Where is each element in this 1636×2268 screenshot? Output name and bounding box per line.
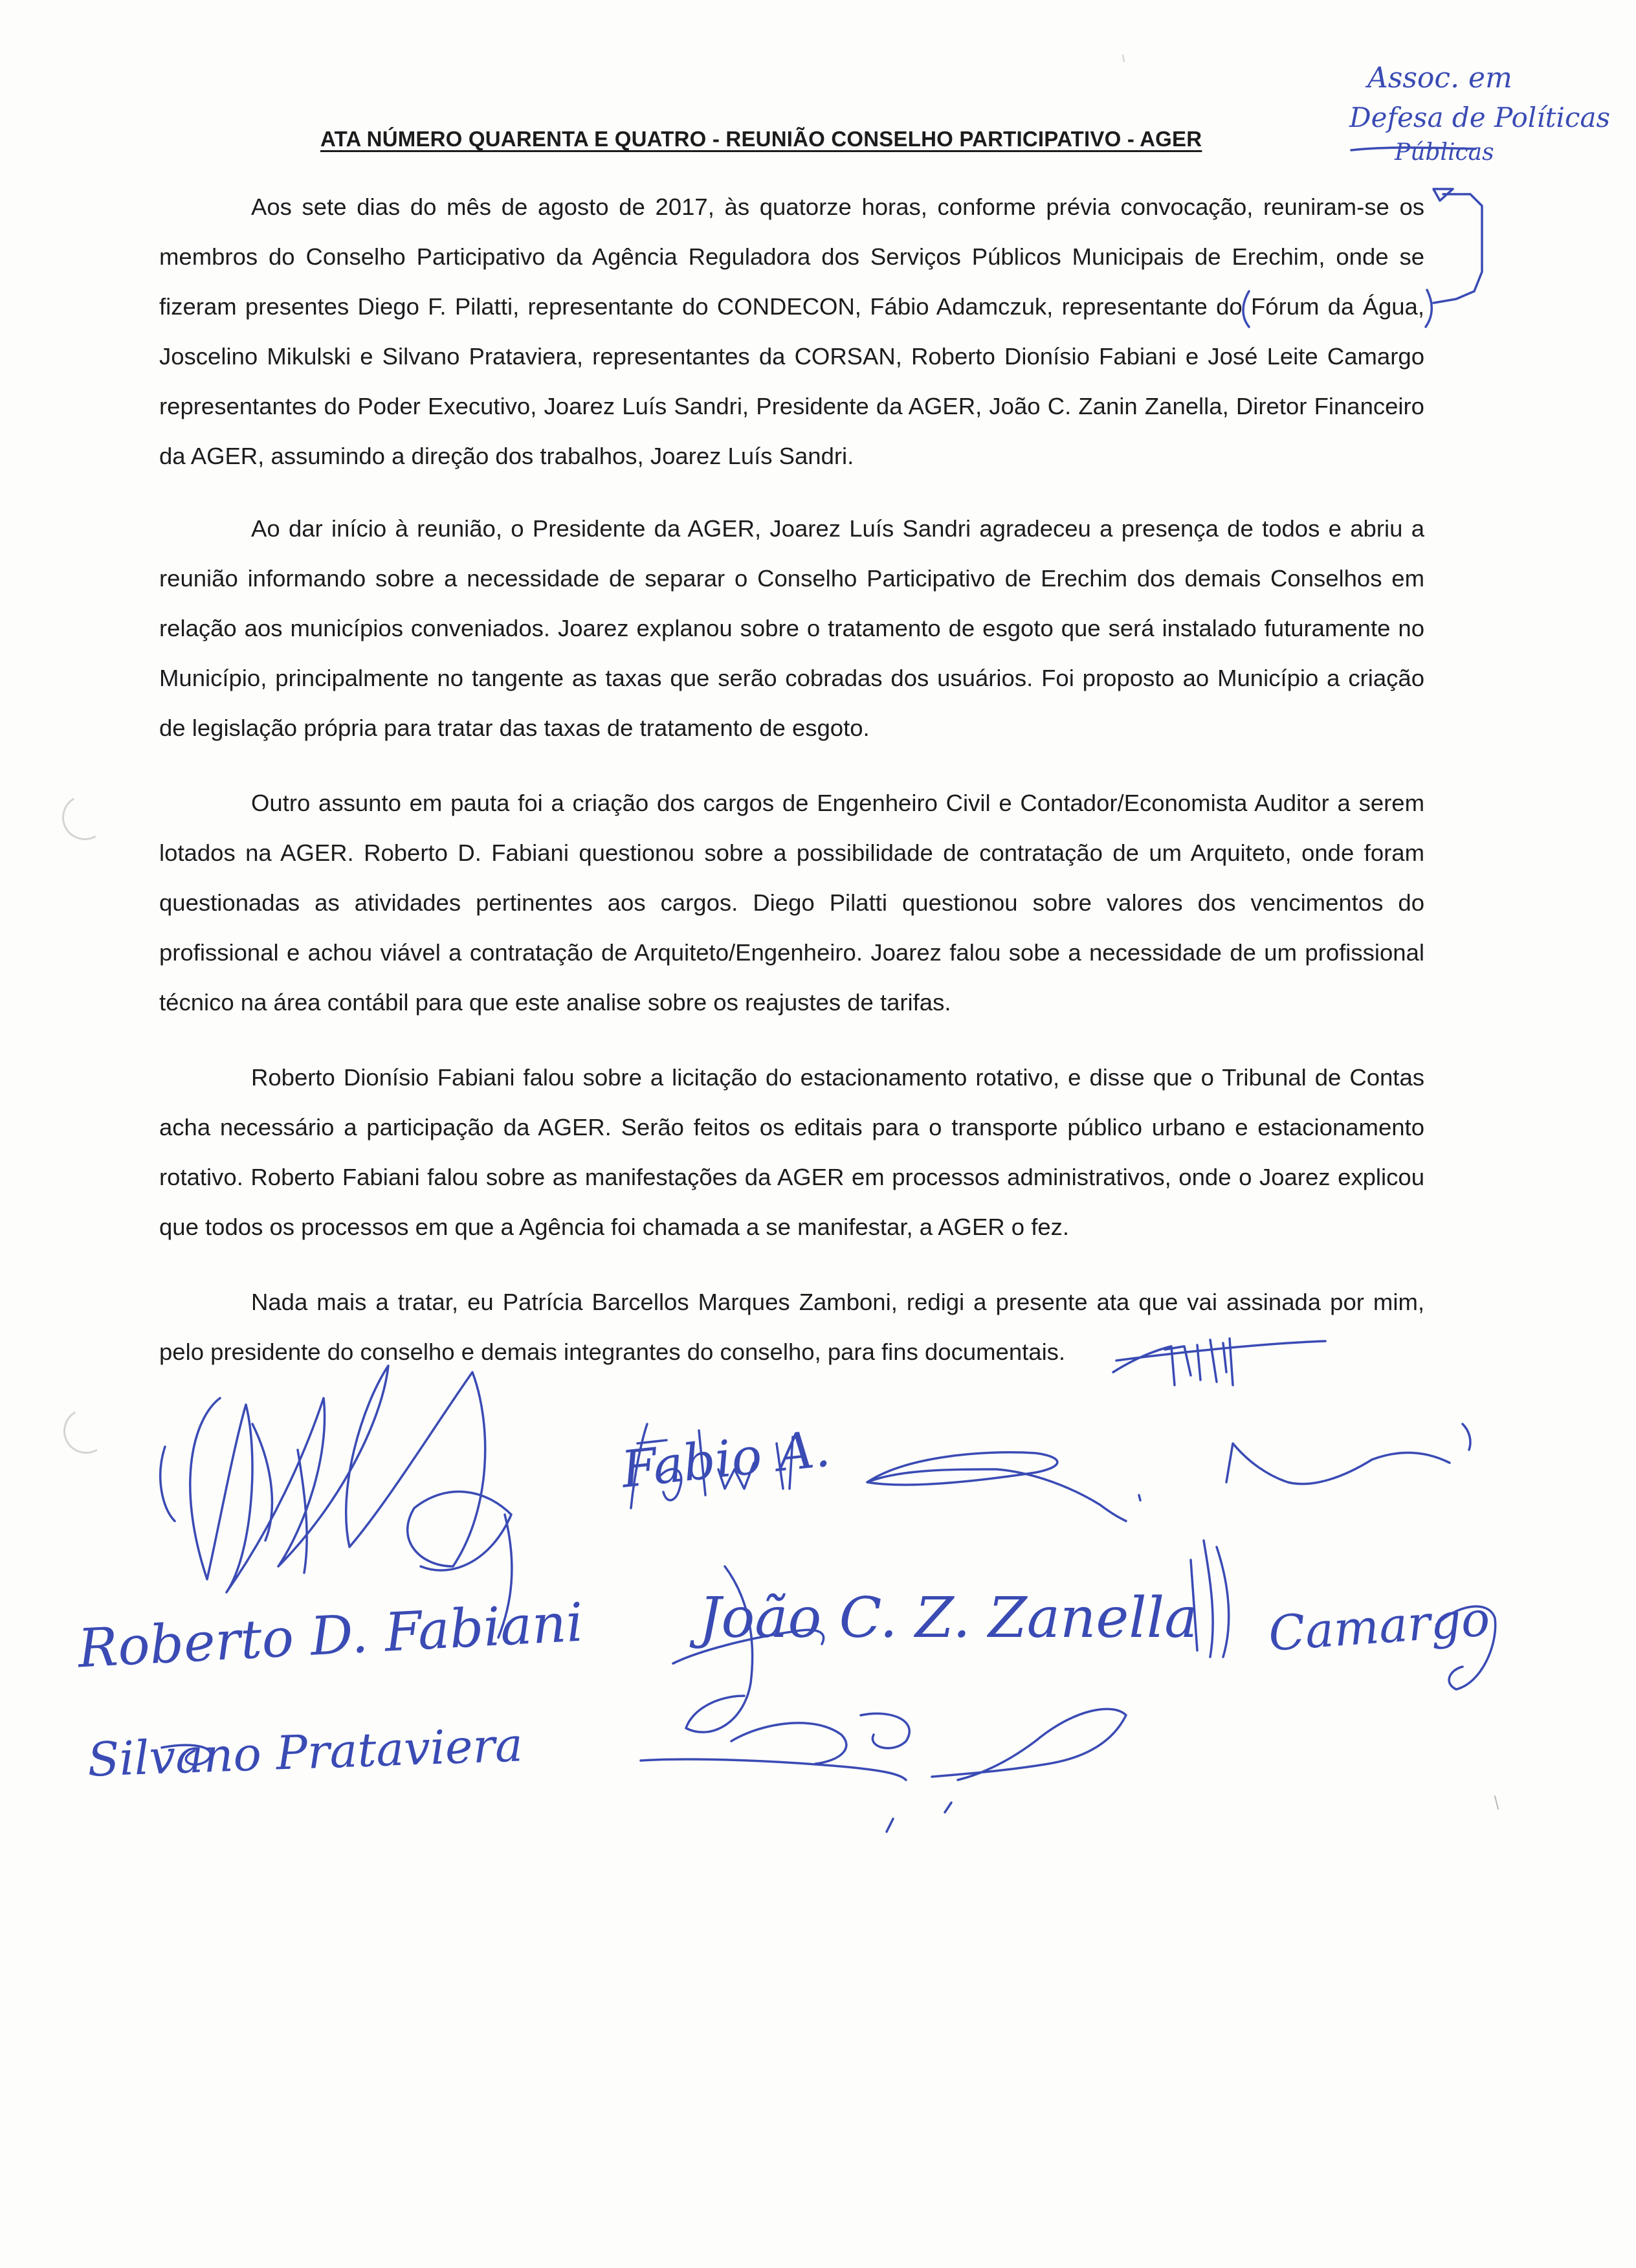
punch-hole-icon	[58, 1403, 114, 1459]
signature-silvano: Silvano Prataviera	[86, 1717, 524, 1787]
paragraph-parking: Roberto Dionísio Fabiani falou sobre a licitação do estacionamento rotativo, e disse que o Tribunal de Contas acha necessário a participação da AGER. Serão feitos os editais para o transporte público urbano e estacionamento rotativo. Roberto Fabiani falou sobre as manifestações da AGER em processos administrativos, onde o Joarez explicou que todos os processos em que a Agência foi chamada a se manifestar, a AGER o fez.	[159, 1064, 1424, 1240]
signature-camargo: Camargo	[1266, 1591, 1492, 1662]
signature-scribble-icon	[1226, 1424, 1470, 1484]
signature-scribble-icon	[1139, 1495, 1140, 1500]
paragraph-attendance: Aos sete dias do mês de agosto de 2017, às quatorze horas, conforme prévia convocação, reuniram-se os membros do Conselho Participativo da Agência Reguladora dos Serviços Públicos Municipais de Erechim, onde se fizeram presentes Diego F. Pilatti, representante do CONDECON, Fábio Adamczuk, representante do Fórum da Água, Joscelino Mikulski e Silvano Prataviera, representantes da CORSAN, Roberto Dionísio Fabiani e José Leite Camargo representantes do Poder Executivo, Joarez Luís Sandri, Presidente da AGER, João C. Zanin Zanella, Diretor Financeiro da AGER, assumindo a direção dos trabalhos, Joarez Luís Sandri.	[159, 194, 1424, 469]
signature-fabio: Fabio A.	[619, 1419, 833, 1500]
signature-joao: João C. Z. Zanella	[699, 1586, 1198, 1651]
annotation-bracket	[1426, 290, 1432, 327]
punch-hole-icon	[57, 790, 113, 845]
signature-scribble-icon	[252, 1424, 307, 1573]
signature-scribble-icon	[160, 1447, 175, 1521]
signature-scribble-icon	[867, 1452, 1126, 1521]
signature-scribble-icon	[731, 1723, 846, 1764]
signature-scribble-icon	[887, 1803, 951, 1832]
signature-scribble-icon	[641, 1709, 1126, 1780]
signature-scribble-icon	[190, 1366, 511, 1592]
margin-note	[1349, 61, 1634, 210]
paragraph-positions: Outro assunto em pauta foi a criação dos cargos de Engenheiro Civil e Contador/Economista Auditor a serem lotados na AGER. Roberto D. Fabiani questionou sobre a possibilidade de contratação de um Arquiteto, onde foram questionadas as atividades pertinentes aos cargos. Diego Pilatti questionou sobre valores dos vencimentos do profissional e achou viável a contratação de Arquiteto/Engenheiro. Joarez falou sobe a necessidade de um profissional técnico na área contábil para que este analise sobre os reajustes de tarifas.	[159, 790, 1424, 1016]
stray-mark	[1495, 1796, 1498, 1809]
margin-note-line: Públicas	[1395, 139, 1494, 166]
signature-roberto: Roberto D. Fabiani	[76, 1592, 585, 1680]
signature-scribble-icon	[861, 1713, 909, 1748]
margin-note-line: Defesa de Políticas	[1349, 102, 1611, 133]
document-title: ATA NÚMERO QUARENTA E QUATRO - REUNIÃO CONSELHO PARTICIPATIVO - AGER	[320, 127, 1202, 151]
margin-note-line: Assoc. em	[1367, 61, 1512, 94]
paragraph-closing: Nada mais a tratar, eu Patrícia Barcellos Marques Zamboni, redigi a presente ata que vai assinada por mim, pelo presidente do conselho e demais integrantes do conselho, para fins documentais.	[159, 1289, 1424, 1365]
stray-mark	[1123, 55, 1124, 61]
paragraph-opening: Ao dar início à reunião, o Presidente da AGER, Joarez Luís Sandri agradeceu a presença de todos e abriu a reunião informando sobre a necessidade de separar o Conselho Participativo de Erechim dos demais Conselhos em relação aos municípios conveniados. Joarez explanou sobre o tratamento de esgoto que será instalado futuramente no Município, principalmente no tangente as taxas que serão cobradas dos usuários. Foi proposto ao Município a criação de legislação própria para tratar das taxas de tratamento de esgoto.	[159, 515, 1424, 741]
